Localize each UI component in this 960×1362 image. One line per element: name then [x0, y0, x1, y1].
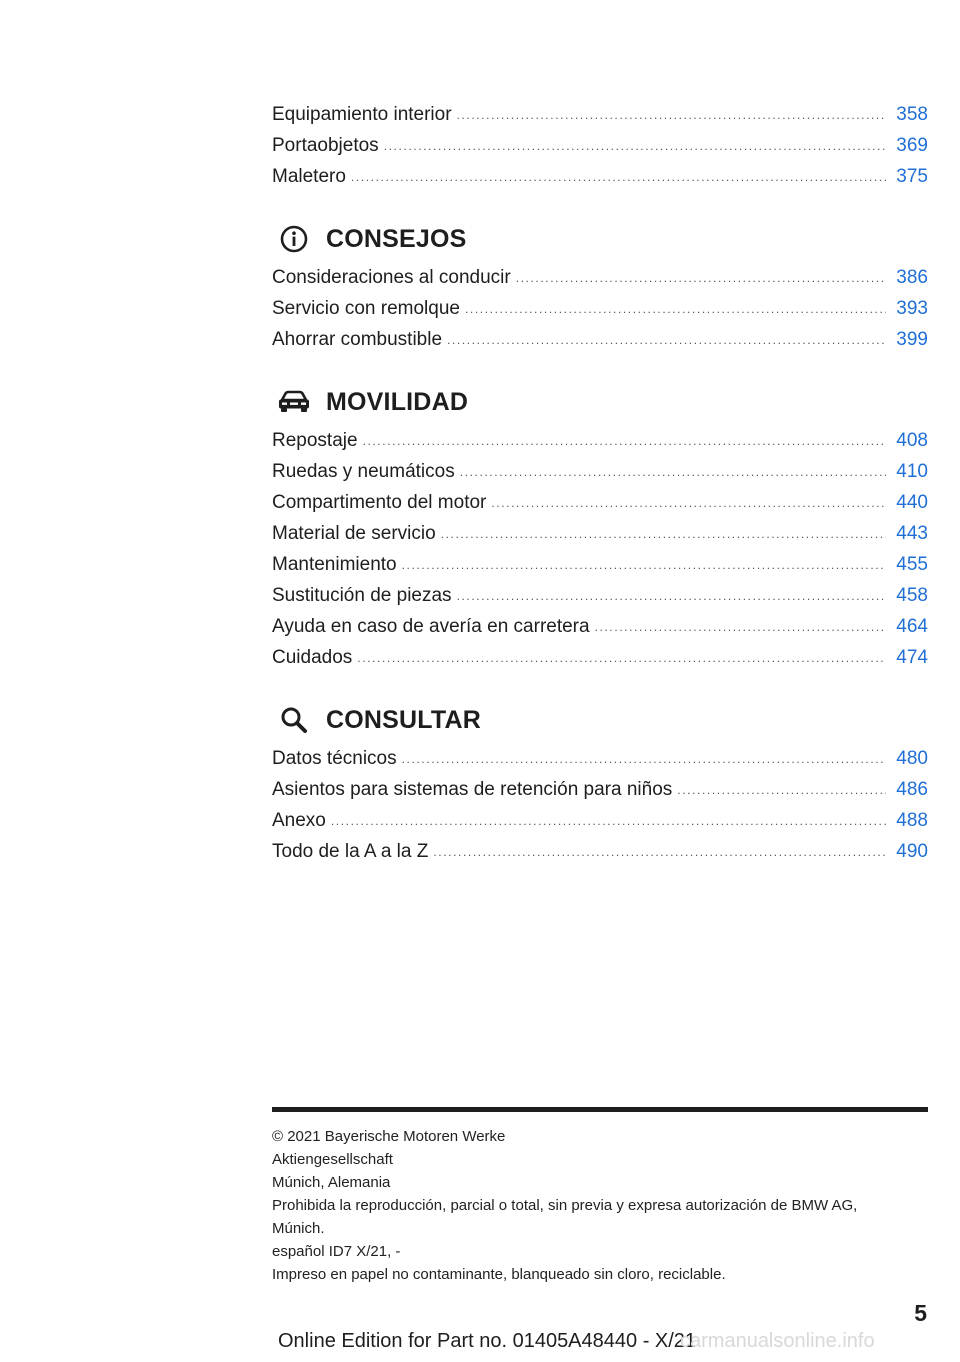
toc-page-link[interactable]: 375 [896, 166, 928, 187]
toc-entry-label: Todo de la A a la Z [272, 841, 429, 862]
toc-entry-label: Consideraciones al conducir [272, 267, 511, 288]
toc-entry[interactable] [272, 779, 928, 810]
toc-entry[interactable] [272, 647, 928, 678]
toc-entry-label: Repostaje [272, 430, 358, 451]
watermark: carmanualsonline.info [680, 1330, 875, 1352]
toc-page-link[interactable]: 399 [896, 329, 928, 350]
dot-leader [677, 783, 886, 797]
dot-leader [363, 434, 886, 448]
dot-leader [402, 752, 886, 766]
toc-page-link[interactable]: 440 [896, 492, 928, 513]
toc-entry-label: Mantenimiento [272, 554, 397, 575]
toc-entry[interactable] [272, 267, 928, 298]
dot-leader [331, 814, 886, 828]
toc-page-link[interactable]: 393 [896, 298, 928, 319]
dot-leader [516, 271, 886, 285]
dot-leader [402, 558, 886, 572]
toc-page-link[interactable]: 474 [896, 647, 928, 668]
toc-page-link[interactable]: 490 [896, 841, 928, 862]
imprint-line: Múnich. [272, 1220, 325, 1237]
toc-entry-label: Equipamiento interior [272, 104, 452, 125]
dot-leader [441, 527, 886, 541]
toc-entry[interactable] [272, 329, 928, 360]
dot-leader [433, 845, 886, 859]
dot-leader [457, 108, 886, 122]
dot-leader [384, 139, 886, 153]
toc-entry-label: Ayuda en caso de avería en carretera [272, 616, 590, 637]
toc-entry-label: Servicio con remolque [272, 298, 460, 319]
toc-entry-label: Asientos para sistemas de retención para niños [272, 779, 673, 800]
dot-leader [351, 170, 886, 184]
toc-page-link[interactable]: 488 [896, 810, 928, 831]
section-consejos [272, 217, 928, 360]
toc-entry[interactable] [272, 523, 928, 554]
toc-page-link[interactable]: 455 [896, 554, 928, 575]
toc-entry[interactable] [272, 492, 928, 523]
toc-page-link[interactable]: 443 [896, 523, 928, 544]
info-icon [274, 223, 314, 255]
toc-entry-label: Anexo [272, 810, 326, 831]
toc-entry[interactable] [272, 841, 928, 872]
toc-entry-label: Portaobjetos [272, 135, 379, 156]
toc-entry-label: Material de servicio [272, 523, 436, 544]
toc-entry[interactable] [272, 616, 928, 647]
toc-entry[interactable] [272, 135, 928, 166]
dot-leader [357, 651, 886, 665]
toc-page-link[interactable]: 486 [896, 779, 928, 800]
imprint-line: Impreso en papel no contaminante, blanqueado sin cloro, reciclable. [272, 1266, 726, 1283]
imprint [272, 1125, 932, 1286]
toc-entry[interactable] [272, 748, 928, 779]
imprint-line: © 2021 Bayerische Motoren Werke [272, 1128, 506, 1145]
toc-page-link[interactable]: 410 [896, 461, 928, 482]
section-movilidad [272, 380, 928, 678]
search-icon [274, 704, 314, 736]
toc-page-link[interactable]: 408 [896, 430, 928, 451]
toc-page-link[interactable]: 480 [896, 748, 928, 769]
section-consultar [272, 698, 928, 872]
table-of-contents [272, 104, 928, 872]
section-heading [272, 380, 928, 424]
car-icon [274, 386, 314, 418]
toc-entry[interactable] [272, 430, 928, 461]
imprint-line: Múnich, Alemania [272, 1174, 391, 1191]
toc-entry[interactable] [272, 298, 928, 329]
toc-entry[interactable] [272, 104, 928, 135]
dot-leader [457, 589, 886, 603]
toc-entry[interactable] [272, 461, 928, 492]
imprint-line: Prohibida la reproducción, parcial o total, sin previa y expresa autorización de BMW AG, [272, 1197, 858, 1214]
toc-entry[interactable] [272, 585, 928, 616]
intro-entries [272, 104, 928, 197]
toc-page-link[interactable]: 358 [896, 104, 928, 125]
section-title: CONSEJOS [326, 224, 467, 253]
dot-leader [491, 496, 886, 510]
toc-page-link[interactable]: 458 [896, 585, 928, 606]
toc-page-link[interactable]: 369 [896, 135, 928, 156]
toc-entry-label: Datos técnicos [272, 748, 397, 769]
toc-entry-label: Compartimento del motor [272, 492, 487, 513]
toc-entry-label: Ahorrar combustible [272, 329, 443, 350]
toc-entry[interactable] [272, 554, 928, 585]
toc-entry-label: Sustitución de piezas [272, 585, 452, 606]
imprint-line: Aktiengesellschaft [272, 1151, 393, 1168]
toc-page-link[interactable]: 386 [896, 267, 928, 288]
dot-leader [460, 465, 886, 479]
toc-page-link[interactable]: 464 [896, 616, 928, 637]
toc-entry-label: Cuidados [272, 647, 353, 668]
section-title: CONSULTAR [326, 705, 482, 734]
page-number: 5 [914, 1300, 927, 1326]
section-heading [272, 698, 928, 742]
section-heading [272, 217, 928, 261]
imprint-divider [272, 1107, 928, 1112]
toc-entry[interactable] [272, 166, 928, 197]
toc-entry-label: Ruedas y neumáticos [272, 461, 455, 482]
edition-text: Online Edition for Part no. 01405A48440 - X/21 [278, 1330, 697, 1352]
imprint-line: español ID7 X/21, - [272, 1243, 401, 1260]
dot-leader [465, 302, 886, 316]
footer [0, 1326, 960, 1362]
dot-leader [447, 333, 886, 347]
toc-entry[interactable] [272, 810, 928, 841]
dot-leader [595, 620, 886, 634]
section-title: MOVILIDAD [326, 387, 469, 416]
toc-entry-label: Maletero [272, 166, 346, 187]
